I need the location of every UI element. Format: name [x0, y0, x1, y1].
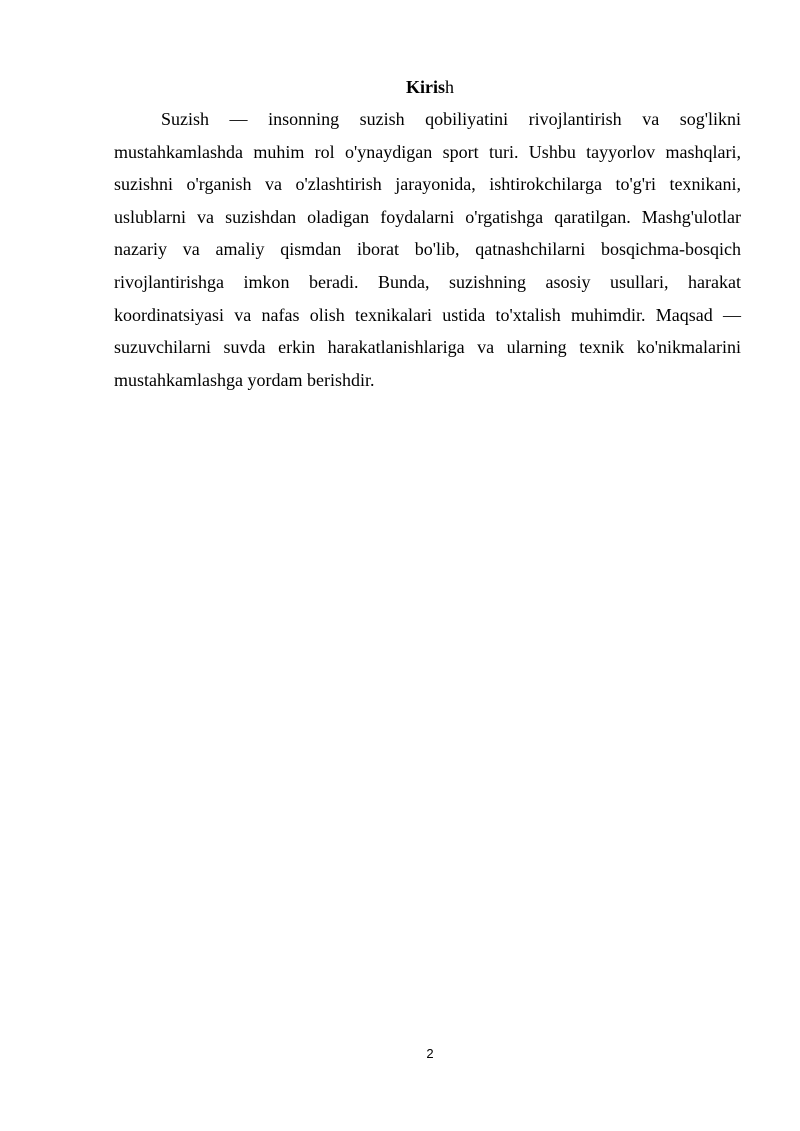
- section-heading-bold: Kiris: [406, 77, 445, 97]
- intro-paragraph: Suzish — insonning suzish qobiliyatini rivojlantirish va sog'likni mustahkamlashda muhim rol o'ynaydigan sport turi. Ushbu tayyorlov mashqlari, suzishni o'rganish va o'zlashtirish jarayonida, ishtirokchilarga to'g'ri texnikani, uslublarni va suzishdan oladigan foydalarni o'rgatishga qaratilgan. Mashg'ulotlar nazariy va amaliy qismdan iborat bo'lib, qatnashchilarni bosqichma-bosqich rivojlantirishga imkon beradi. Bunda, suzishning asosiy usullari, harakat koordinatsiyasi va nafas olish texnikalari ustida to'xtalish muhimdir. Maqsad — suzuvchilarni suvda erkin harakatlanishlariga va ularning texnik ko'nikmalarini mustahkamlashga yordam berishdir.: [114, 109, 741, 390]
- section-heading-rest: h: [445, 77, 454, 97]
- section-heading: [0, 75, 800, 99]
- page-number: 2: [426, 1046, 434, 1061]
